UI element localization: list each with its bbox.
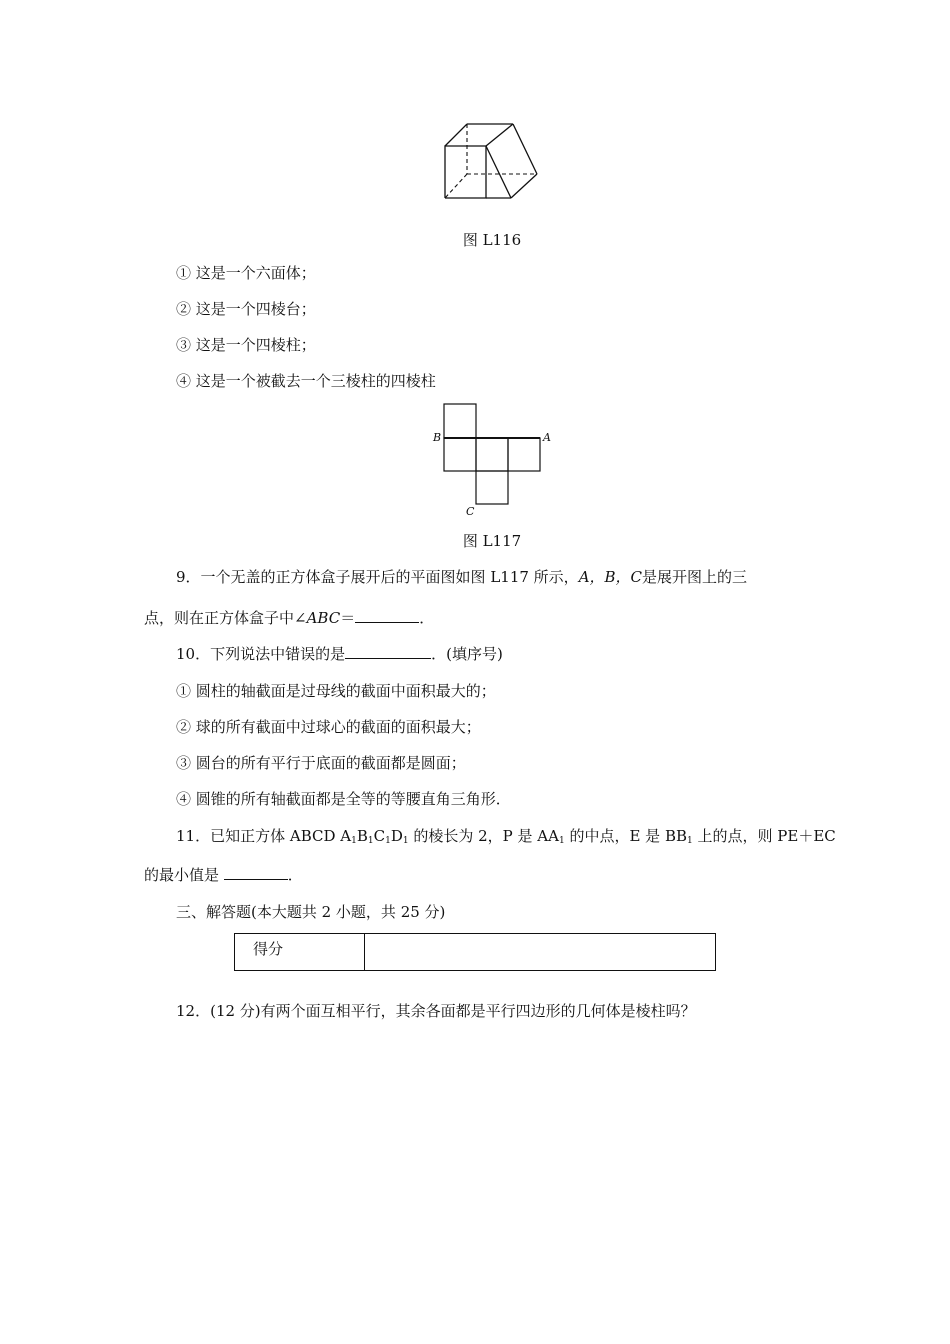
q11-text-5: 的棱长为 2，P 是 AA: [408, 827, 559, 845]
question-9-line-1: [176, 566, 747, 588]
q9-text-1: 9．一个无盖的正方体盒子展开后的平面图如图 L117 所示，: [176, 568, 579, 586]
score-label: 得分: [235, 934, 365, 971]
q11-sub-3: 1: [385, 836, 391, 846]
question-11-line-2: [144, 864, 303, 886]
label-c: C: [466, 505, 475, 518]
figure-l117: [440, 402, 545, 506]
q9-answer-blank[interactable]: [355, 608, 419, 623]
q9-end: ．: [419, 609, 435, 627]
q9-text-3: 点，则在正方体盒子中∠: [144, 609, 307, 627]
q11-end: ．: [287, 866, 303, 884]
q10-option-3: ③ 圆台的所有平行于底面的截面都是圆面；: [176, 754, 466, 772]
q10-text-2: ．(填序号): [431, 645, 503, 663]
q10-option-1: ① 圆柱的轴截面是过母线的截面中面积最大的；: [176, 682, 496, 700]
q11-text-7: 上的点，则 PE＋EC: [692, 827, 836, 845]
q9-vars: A，B，C: [578, 568, 643, 586]
q9-angle-var: ABC: [306, 609, 341, 627]
q11-text-6: 的中点，E 是 BB: [564, 827, 687, 845]
q11-text-3: C: [373, 827, 386, 845]
q9-text-2: 是展开图上的三: [642, 568, 748, 586]
q11-text-2: B: [356, 827, 368, 845]
question-10-stem: [176, 643, 503, 665]
score-field[interactable]: [365, 934, 716, 971]
q10-option-4: ④ 圆锥的所有轴截面都是全等的等腰直角三角形．: [176, 790, 511, 808]
q11-answer-blank[interactable]: [224, 865, 288, 880]
q11-text-1: 11．已知正方体 ABCD A: [176, 827, 352, 845]
option-116-2: ② 这是一个四棱台；: [176, 300, 316, 318]
figure-l116-caption: 图 L116: [462, 231, 522, 249]
q11-sub-2: 1: [367, 836, 374, 846]
label-a: A: [543, 431, 551, 444]
option-116-1: ① 这是一个六面体；: [176, 264, 316, 282]
question-11-line-1: [176, 825, 836, 852]
q9-equals: ＝: [340, 609, 356, 627]
q10-text-1: 10．下列说法中错误的是: [176, 645, 346, 663]
q11-text-8: 的最小值是: [144, 866, 220, 884]
q10-answer-blank[interactable]: [345, 644, 431, 659]
score-table: [234, 933, 716, 971]
q10-option-2: ② 球的所有截面中过球心的截面的面积最大；: [176, 718, 481, 736]
q11-sub-4: 1: [402, 836, 409, 846]
q11-sub-1: 1: [351, 836, 357, 846]
option-116-4: ④ 这是一个被截去一个三棱柱的四棱柱: [176, 372, 436, 390]
figure-l117-caption: 图 L117: [462, 532, 522, 550]
section-3-title: 三、解答题(本大题共 2 小题，共 25 分): [176, 903, 446, 921]
q11-text-4: D: [390, 827, 403, 845]
label-b: B: [433, 431, 442, 444]
q11-sub-6: 1: [687, 836, 693, 846]
question-12: 12．(12 分)有两个面互相平行，其余各面都是平行四边形的几何体是棱柱吗？: [176, 1002, 696, 1020]
question-9-line-2: [144, 607, 434, 629]
figure-l116: [440, 120, 544, 202]
option-116-3: ③ 这是一个四棱柱；: [176, 336, 316, 354]
q11-sub-5: 1: [558, 836, 565, 846]
